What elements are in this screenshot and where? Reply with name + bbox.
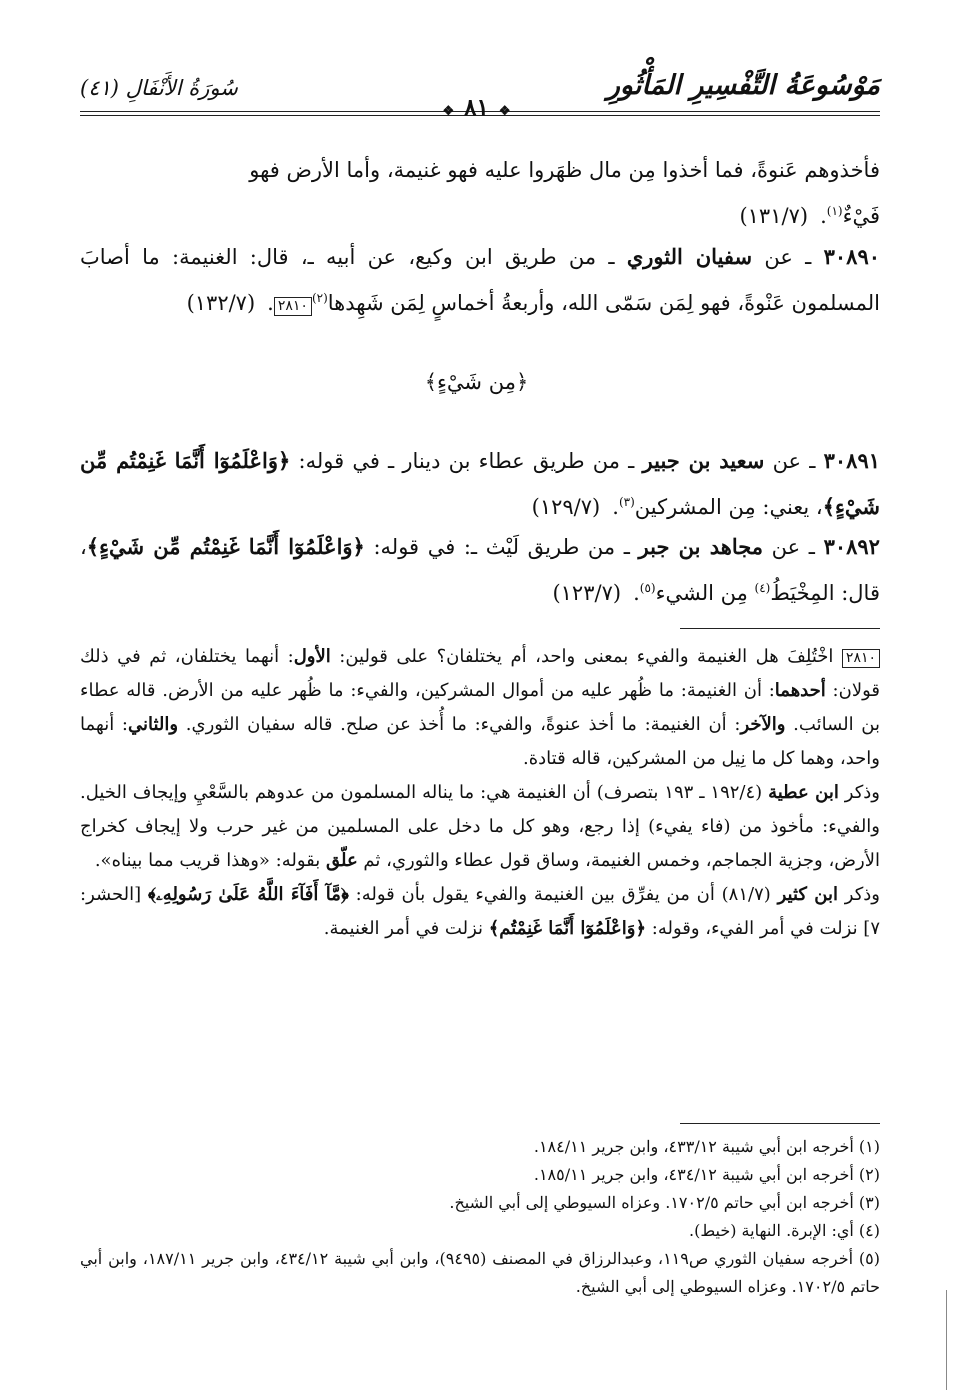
volume-reference: (١٢٣/٧) (552, 581, 622, 605)
hadith-text: مِن الشيء (655, 581, 755, 605)
note-text: : أن الغنيمة: ما ظُهر عليه من أموال المشركين، والفيء: ما ظُهر عليه من الأرض. قاله عطاء بن السائب. (80, 680, 881, 735)
note-text: : أنهما يختلفان، ثم في ذلك قولان: (80, 646, 880, 701)
footnote-5: (٥) أخرجه سفيان الثوري ص١١٩، وعبدالرزاق في المصنف (٩٤٩٥)، وابن أبي شيبة ٤٣٤/١٢، وابن جرير ١٨٧/١١، وابن أبي حاتم ١٧٠٢/٥. وعزاه السيوطي إلى أبي الشيخ. (80, 1249, 880, 1296)
intro-line-2: فَيْءٌ$^{(١)}$.(١٣١/٧) (739, 204, 880, 228)
note-text: [الحشر: ٧] نزلت في أمر الفيء، وقوله: (80, 884, 880, 939)
note-text: اخْتُلِفَ هل الغنيمة والفيء بمعنى واحد، أم يختلفان؟ على قولين: (330, 646, 842, 667)
hadith-30892-text: ٣٠٨٩٢ ـ عن مجاهد بن جبر ـ من طريق لَيْث ـ: في قوله: ﴿وَاعْلَمُوٓا أَنَّمَا غَنِمْتُم مِّن شَيْءٍ﴾، قال: المِخْيَطُ$^{(٤)}$ مِن الشيء$^{(٥)}$.(١٢٣/٧) (80, 534, 880, 605)
note-bold: والآخر (740, 714, 786, 735)
note-bold: ابن كثير (777, 884, 838, 905)
hadith-30890-text: ٣٠٨٩٠ ـ عن سفيان الثوري ـ من طريق ابن وكيع، عن أبيه ـ، قال: الغنيمة: ما أصابَ المسلمون عَنْوةً، فهو لِمَن سَمّى الله، وأربعةُ أخماسٍ لِمَن شَهِدها$^{(٢)}$٢٨١٠.(١٣٢/٧) (80, 244, 881, 315)
note-paragraph-1 (80, 640, 880, 776)
note-text: بقوله: «وهذا قريب مما بيناه». (94, 850, 326, 871)
quran-verse: ﴿وَاعْلَمُوٓا أَنَّمَا غَنِمْتُم مِّن شَيْءٍ﴾ (86, 534, 365, 559)
hadith-number: ٣٠٨٩٢ (823, 534, 880, 559)
page-number-row (0, 94, 953, 121)
book-title: مَوْسُوعَةُ التَّفْسِيرِ المَأْثُورِ (606, 70, 880, 101)
intro-paragraph (80, 150, 880, 237)
note-box-label: ٢٨١٠ (842, 649, 880, 668)
hadith-text: ـ عن (764, 449, 824, 473)
note-text: وذكر (838, 782, 880, 803)
note-bold: الأول (293, 646, 331, 667)
volume-reference: (١٣١/٧) (739, 204, 809, 228)
hadith-text: ـ عن (752, 245, 824, 269)
page-edge-mark (946, 1290, 947, 1390)
volume-reference: (١٣٢/٧) (186, 291, 256, 315)
hadith-text: ، يعني: مِن المشركين (634, 495, 823, 519)
note-bold: علّق (325, 850, 358, 871)
footnote-2: (٢) أخرجه ابن أبي شيبة ٤٣٤/١٢، وابن جرير ١٨٥/١١. (533, 1165, 880, 1184)
hadith-number: ٣٠٨٩٠ (823, 244, 881, 269)
note-bold: أحدهما (774, 680, 826, 701)
note-box-reference[interactable]: ٢٨١٠ (274, 297, 312, 316)
narrator-name: مجاهد بن جبر (638, 534, 764, 559)
note-divider (680, 628, 880, 629)
narrator-name: سفيان الثوري (626, 244, 753, 269)
intro-word: فَيْءٌ (842, 204, 880, 228)
note-text: : أنهما واحد، وهما كل ما نِيل من المشركين، قاله قتادة. (80, 714, 880, 769)
note-bold: والثاني (127, 714, 179, 735)
note-text: نزلت في أمر الغنيمة. (323, 918, 489, 939)
narrator-name: سعيد بن جبير (642, 448, 765, 473)
hadith-30892 (80, 526, 880, 614)
footnote-marker[interactable]: (٣) (618, 495, 635, 509)
hadith-text: ـ من طريق لَيْث ـ: في قوله: (364, 535, 639, 559)
ornament-right: ❖ (498, 104, 511, 119)
footnote-marker[interactable]: (١) (826, 204, 843, 218)
hadith-number: ٣٠٨٩١ (823, 448, 881, 473)
page-number: ٨١ (464, 94, 489, 121)
hadith-text: ، قال: المِخْيَطُ (80, 535, 880, 605)
surah-label: سُورَةُ الأَنْفَالِ (٤١) (80, 76, 238, 100)
footnote-marker[interactable]: (٢) (311, 291, 328, 305)
footnote-divider (680, 1123, 880, 1124)
footnotes (80, 1133, 880, 1301)
hadith-30891 (80, 440, 880, 528)
hadith-text: ـ من طريق ابن وكيع، عن أبيه ـ، قال: الغنيمة: ما أصابَ المسلمون عَنْوةً، فهو لِمَن سَمّى الله، وأربعةُ أخماسٍ لِمَن شَهِدها (80, 245, 880, 315)
note-bold: ابن عطية (768, 782, 839, 803)
editorial-note-2810 (80, 640, 880, 946)
note-text: (٨١/٧) أن من يفرِّق بين الغنيمة والفيء يقول بأن قوله: (348, 884, 778, 905)
footnote-3: (٣) أخرجه ابن أبي حاتم ١٧٠٢/٥. وعزاه السيوطي إلى أبي الشيخ. (449, 1193, 880, 1212)
ornament-left: ❖ (442, 104, 455, 119)
quran-verse: ﴿وَاعْلَمُوٓا أَنَّمَا غَنِمْتُم مِّن شَيْءٍ﴾ (80, 448, 880, 519)
intro-line-1: فأخذوهم عَنوةً، فما أخذوا مِن مال ظهَروا عليه فهو غنيمة، وأما الأرض فهو (249, 158, 880, 182)
footnote-1: (١) أخرجه ابن أبي شيبة ٤٣٣/١٢، وابن جرير ١٨٤/١١. (533, 1137, 880, 1156)
note-text: وذكر (838, 884, 881, 905)
quran-verse: ﴿مَّآ أَفَآءَ اللَّهُ عَلَىٰ رَسُولِهِۦ﴾ (147, 884, 349, 905)
quran-verse: ﴿وَاعْلَمُوٓا أَنَّمَا غَنِمْتُم﴾ (488, 918, 647, 939)
hadith-text: ـ من طريق عطاء بن دينار ـ في قوله: (290, 449, 643, 473)
hadith-30890 (80, 236, 880, 324)
footnote-4: (٤) أي: الإبرة. النهاية (خيط). (688, 1221, 880, 1240)
note-text: : أن الغنيمة: ما أخذ عنوةً، والفيء: ما أُخذ عن صلح. قاله سفيان الثوري. (178, 714, 741, 735)
note-paragraph-3 (80, 878, 880, 946)
hadith-30891-text: ٣٠٨٩١ ـ عن سعيد بن جبير ـ من طريق عطاء بن دينار ـ في قوله: ﴿وَاعْلَمُوٓا أَنَّمَا غَنِمْتُم مِّن شَيْءٍ﴾، يعني: مِن المشركين$^{(٣)}$.(١٢٩/٧) (80, 448, 881, 519)
note-paragraph-2 (80, 776, 880, 878)
volume-reference: (١٢٩/٧) (531, 495, 601, 519)
footnote-marker[interactable]: (٥) (639, 581, 656, 595)
note-text: (١٩٢/٤ ـ ١٩٣ بتصرف) أن الغنيمة هي: ما يناله المسلمون من عدوهم بالسَّعْيِ وإيجاف الخيل. والفيء: مأخوذ من (فاء يفيء) إذا رجع، وهو كل ما دخل على المسلمين من غير حرب ولا إيجاف كخراج الأرض، وجزية الجماجم، وخمس الغنيمة، وساق قول عطاء والثوري، ثم (80, 782, 881, 871)
footnote-marker[interactable]: (٤) (754, 581, 771, 595)
section-heading: ﴿مِن شَيْءٍ﴾ (424, 370, 529, 394)
hadith-text: ـ عن (763, 535, 824, 559)
